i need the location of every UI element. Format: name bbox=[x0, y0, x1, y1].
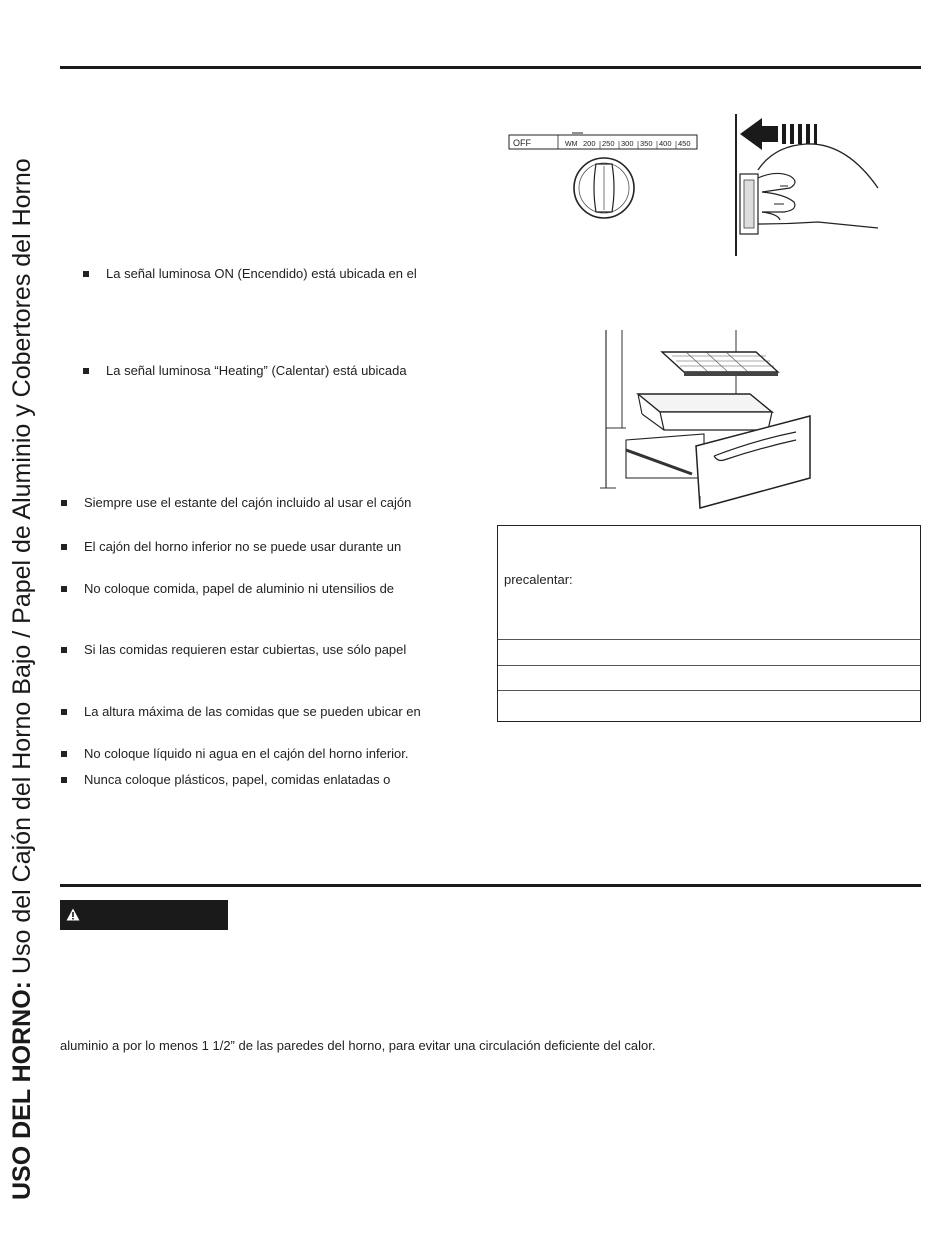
signal-bullet-heating bbox=[83, 363, 407, 379]
warning-banner bbox=[60, 900, 228, 930]
drawer-bullet bbox=[61, 704, 421, 720]
signal-bullet-text: La señal luminosa ON (Encendido) está ubicada en el bbox=[106, 266, 417, 281]
info-box-row-divider bbox=[498, 639, 920, 640]
warning-triangle-icon bbox=[66, 908, 80, 921]
hand-pull-knob-illustration bbox=[728, 112, 888, 258]
bullet-square bbox=[61, 544, 67, 550]
info-box-row-divider bbox=[498, 665, 920, 666]
bullet-square bbox=[83, 271, 89, 277]
bullet-square bbox=[61, 647, 67, 653]
dial-label-400: 400 bbox=[659, 139, 672, 148]
top-rule bbox=[60, 66, 921, 69]
preheat-info-box bbox=[497, 525, 921, 722]
bullet-square bbox=[61, 751, 67, 757]
drawer-bullet-text: Siempre use el estante del cajón incluido al usar el cajón bbox=[84, 495, 412, 510]
drawer-bullet bbox=[61, 772, 390, 788]
drawer-bullet-text: No coloque comida, papel de aluminio ni utensilios de bbox=[84, 581, 395, 596]
drawer-bullet bbox=[61, 581, 394, 597]
bullet-square bbox=[61, 586, 67, 592]
middle-rule bbox=[60, 884, 921, 887]
signal-bullet-text: La señal luminosa “Heating” (Calentar) está ubicada bbox=[106, 363, 407, 378]
drawer-bullet-text: La altura máxima de las comidas que se pueden ubicar en bbox=[84, 704, 421, 719]
signal-bullet-on bbox=[83, 266, 417, 282]
drawer-bullet bbox=[61, 642, 406, 658]
info-box-row-divider bbox=[498, 690, 920, 691]
dial-label-450: 450 bbox=[678, 139, 691, 148]
info-box-label: precalentar: bbox=[504, 572, 573, 587]
warming-drawer-illustration bbox=[596, 328, 814, 512]
drawer-bullet-text: Nunca coloque plásticos, papel, comidas enlatadas o bbox=[84, 772, 391, 787]
drawer-bullet-text: El cajón del horno inferior no se puede usar durante un bbox=[84, 539, 402, 554]
drawer-bullet bbox=[61, 746, 409, 762]
dial-label-250: 250 bbox=[602, 139, 615, 148]
oven-dial-illustration bbox=[508, 132, 700, 222]
dial-label-warm: WM bbox=[565, 141, 578, 148]
bullet-square bbox=[61, 709, 67, 715]
bullet-square bbox=[61, 777, 67, 783]
drawer-bullet bbox=[61, 539, 401, 555]
section-title-regular: Uso del Cajón del Horno Bajo / Papel de Aluminio y Cobertores del Horno bbox=[8, 158, 36, 981]
dial-label-300: 300 bbox=[621, 139, 634, 148]
dial-label-200: 200 bbox=[583, 139, 596, 148]
dial-label-off: OFF bbox=[513, 138, 531, 148]
foil-instruction-text: aluminio a por lo menos 1 1/2” de las paredes del horno, para evitar una circulación deficiente del calor. bbox=[60, 1038, 656, 1053]
bullet-square bbox=[61, 500, 67, 506]
bullet-square bbox=[83, 368, 89, 374]
section-title-bold: USO DEL HORNO: bbox=[8, 981, 36, 1200]
drawer-bullet-text: Si las comidas requieren estar cubiertas, use sólo papel bbox=[84, 642, 407, 657]
dial-label-350: 350 bbox=[640, 139, 653, 148]
drawer-bullet-text: No coloque líquido ni agua en el cajón del horno inferior. bbox=[84, 746, 409, 761]
side-section-title bbox=[2, 20, 42, 1200]
drawer-bullet bbox=[61, 495, 411, 511]
